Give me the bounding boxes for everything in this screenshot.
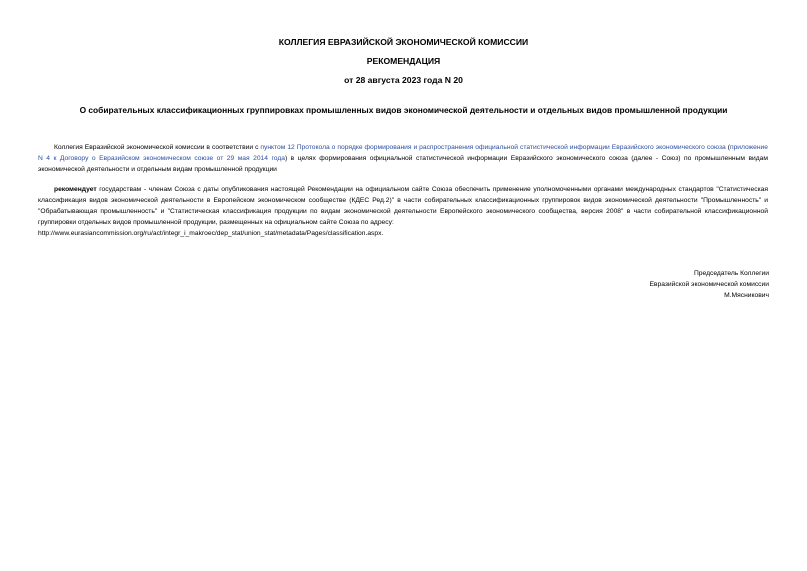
protocol-link[interactable]: пунктом 12 Протокола о порядке формирования и распространения официальной статистической информации Евразийского экономического союза xyxy=(260,144,726,151)
signature-block xyxy=(649,268,769,301)
preamble-paragraph xyxy=(38,142,768,175)
issuing-body: КОЛЛЕГИЯ ЕВРАЗИЙСКОЙ ЭКОНОМИЧЕСКОЙ КОМИССИИ xyxy=(278,37,529,47)
classification-url: http://www.eurasiancommission.org/ru/act/integr_i_makroec/dep_stat/union_stat/metadata/Pages/classification.aspx. xyxy=(38,230,384,237)
document-type: РЕКОМЕНДАЦИЯ xyxy=(366,56,441,66)
signatory-name: М.Мясникович xyxy=(724,292,769,299)
operative-paragraph xyxy=(38,184,768,239)
recommends-word: рекомендует xyxy=(54,186,97,193)
preamble-text-end: ) в целях формирования официальной статистической информации Евразийского экономического союза (далее - Союз) по промышленным видам экономической деятельности и отдельным видам промышленной продукции xyxy=(38,155,768,173)
document-title: О собирательных классификационных группировках промышленных видов экономической деятельности и отдельных видов промышленной продукции xyxy=(79,105,728,115)
signatory-organization: Евразийской экономической комиссии xyxy=(649,281,769,288)
document-date-number: от 28 августа 2023 года N 20 xyxy=(344,75,463,85)
preamble-text-start: Коллегия Евразийской экономической комиссии в соответствии с xyxy=(54,144,261,151)
treaty-link[interactable]: приложение N 4 к Договору о Евразийском экономическом союзе от 29 мая 2014 года xyxy=(38,144,768,162)
operative-text: государствам - членам Союза с даты опубликования настоящей Рекомендации на официальном сайте Союза обеспечить применение уполномоченными органами международных стандартов "Статистическая классификация видов экономической деятельности в Европейском экономическом сообществе (КДЕС Ред.2)" в части собирательных классификационных группировок видов экономической деятельности "Промышленность" и "Обрабатывающая промышленность" и "Статистическая классификация продукции по видам экономической деятельности Европейского экономического сообщества, версия 2008" в части собирательной классификационной группировки отдельных видов промышленной продукции, размещенных на официальном сайте Союза по адресу: xyxy=(38,186,768,226)
signatory-position: Председатель Коллегии xyxy=(693,270,769,277)
preamble-text-mid: ( xyxy=(725,144,730,151)
